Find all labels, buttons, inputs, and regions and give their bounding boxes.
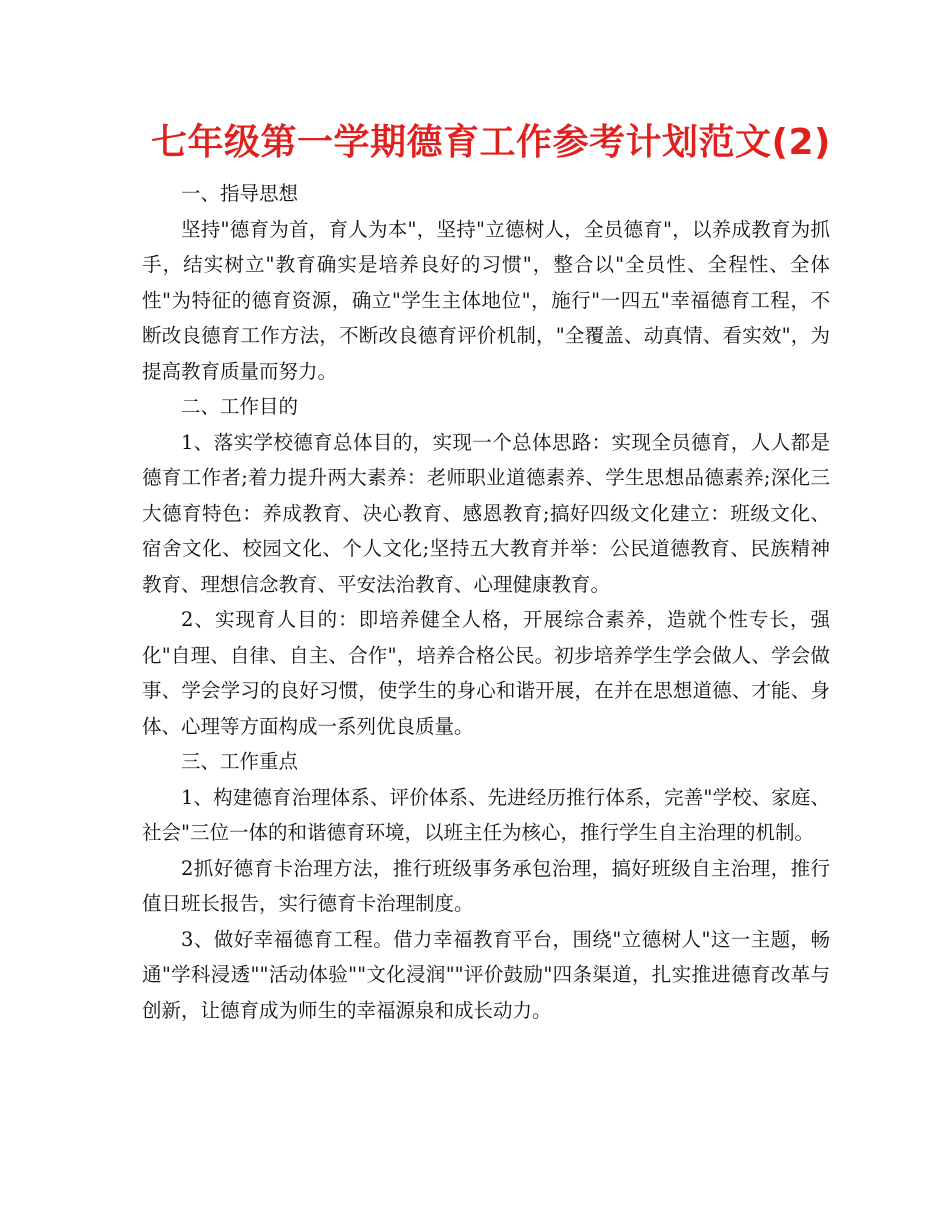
paragraph-goal-2: 2、实现育人目的：即培养健全人格，开展综合素养，造就个性专长，强化"自理、自律、自主、合作"，培养合格公民。初步培养学生学会做人、学会做事、学会学习的良好习惯，使学生的身心和谐开展，在并在思想道德、才能、身体、心理等方面构成一系列优良质量。 [142,608,830,738]
section-heading-work-goals: 二、工作目的 [181,395,299,418]
document-title: 七年级第一学期德育工作参考计划范文(2) [151,122,831,163]
section-heading-guiding-ideology: 一、指导思想 [181,182,299,205]
paragraph-focus-3: 3、做好幸福德育工程。借力幸福教育平台，围绕"立德树人"这一主题，畅通"学科浸透""活动体验""文化浸润""评价鼓励"四条渠道，扎实推进德育改革与创新，让德育成为师生的幸福源泉和成长动力。 [142,927,830,1022]
paragraph-guiding-ideology: 坚持"德育为首，育人为本"，坚持"立德树人，全员德育"，以养成教育为抓手，结实树立"教育确实是培养良好的习惯"，整合以"全员性、全程性、全体性"为特征的德育资源，确立"学生主体地位"，施行"一四五"幸福德育工程，不断改良德育工作方法，不断改良德育评价机制，"全覆盖、动真情、看实效"，为提高教育质量而努力。 [142,217,830,383]
paragraph-focus-1: 1、构建德育治理体系、评价体系、先进经历推行体系，完善"学校、家庭、社会"三位一体的和谐德育环境，以班主任为核心，推行学生自主治理的机制。 [142,785,830,844]
section-heading-work-focus: 三、工作重点 [181,750,299,773]
paragraph-goal-1: 1、落实学校德育总体目的，实现一个总体思路：实现全员德育，人人都是德育工作者;着力提升两大素养：老师职业道德素养、学生思想品德素养;深化三大德育特色：养成教育、决心教育、感恩教育;搞好四级文化建立：班级文化、宿舍文化、校园文化、个人文化;坚持五大教育并举：公民道德教育、民族精神教育、理想信念教育、平安法治教育、心理健康教育。 [142,430,830,596]
paragraph-focus-2: 2抓好德育卡治理方法，推行班级事务承包治理，搞好班级自主治理，推行值日班长报告，实行德育卡治理制度。 [142,856,830,915]
